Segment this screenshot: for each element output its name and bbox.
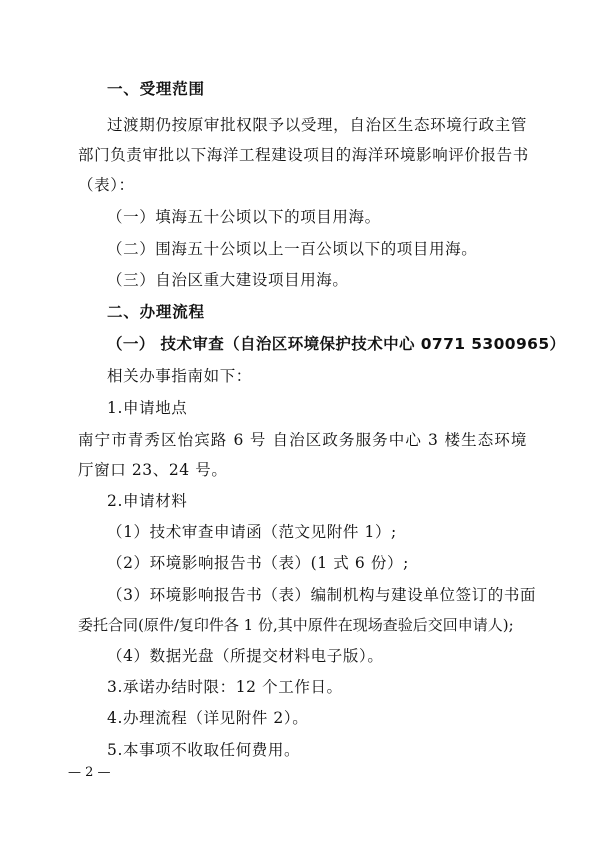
material-3-line-1: （3）环境影响报告书（表）编制机构与建设单位签订的书面: [107, 586, 537, 604]
subsection-technical-review: （一） 技术审查（自治区环境保护技术中心 0771 5300965）: [107, 335, 566, 353]
time-limit: 3.承诺办结时限：12 个工作日。: [107, 678, 343, 696]
scope-paragraph-line-1: 过渡期仍按原审批权限予以受理，自治区生态环境行政主管: [107, 116, 527, 134]
material-3-line-2: 委托合同(原件/复印件各 1 份,其中原件在现场查验后交回申请人);: [78, 616, 514, 634]
section-heading-process: 二、办理流程: [107, 303, 205, 321]
page-number: — 2 —: [68, 765, 111, 780]
process-flow: 4.办理流程（详见附件 2）。: [107, 709, 309, 727]
material-4: （4）数据光盘（所提交材料电子版）。: [107, 647, 384, 665]
application-location-title: 1.申请地点: [107, 399, 188, 417]
material-2: （2）环境影响报告书（表）(1 式 6 份）;: [107, 554, 409, 572]
scope-paragraph-line-2: 部门负责审批以下海洋工程建设项目的海洋环境影响评价报告书: [78, 146, 529, 164]
scope-item-2: （二）围海五十公顷以上一百公顷以下的项目用海。: [107, 240, 478, 258]
application-location-line-1: 南宁市青秀区怡宾路 6 号 自治区政务服务中心 3 楼生态环境: [78, 431, 527, 449]
scope-item-1: （一）填海五十公顷以下的项目用海。: [107, 208, 381, 226]
application-materials-title: 2.申请材料: [107, 492, 188, 510]
scope-item-3: （三）自治区重大建设项目用海。: [107, 271, 349, 289]
section-heading-scope: 一、受理范围: [107, 80, 205, 98]
application-location-line-2: 厅窗口 23、24 号。: [78, 461, 228, 479]
fee-note: 5.本事项不收取任何费用。: [107, 741, 301, 759]
guide-intro: 相关办事指南如下：: [107, 367, 252, 385]
material-1: （1）技术审查申请函（范文见附件 1）;: [107, 523, 397, 541]
scope-paragraph-line-3: （表）：: [78, 176, 135, 194]
